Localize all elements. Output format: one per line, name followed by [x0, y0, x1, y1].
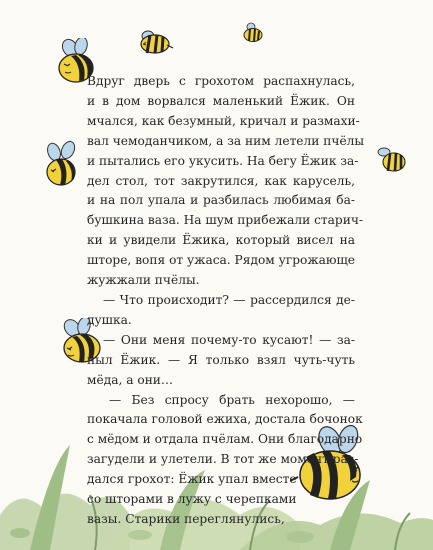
story-text	[87, 72, 365, 530]
text-line: бушкина ваза. На шум прибежали старич-	[87, 213, 364, 228]
text-line: ки и увидели Ёжика, который висел на	[87, 233, 355, 248]
text-line: ныл Ёжик. — Я только взял чуть-чуть	[87, 352, 355, 367]
text-line: шторе, вопя от ужаса. Рядом угрожающе	[87, 253, 355, 268]
bee-illustration	[376, 143, 408, 175]
text-line: и в дом ворвался маленький Ёжик. Он	[87, 93, 355, 108]
text-line: и пытались его укусить. На бегу Ёжик за-	[87, 153, 359, 168]
text-line: Вдруг дверь с грохотом распахнулась,	[87, 74, 355, 88]
text-line: — Без спросу брать нехорошо, —	[109, 392, 355, 407]
text-line: вал чемоданчиком, а за ним летели пчёлы	[87, 133, 365, 148]
bee-illustration	[134, 28, 176, 56]
text-line: мёда, а они…	[87, 372, 174, 387]
text-line: — Они меня почему-то кусают! — за-	[103, 332, 355, 347]
text-line: вазы. Старики переглянулись,	[87, 511, 285, 526]
text-line: мчался, как безумный, кричал и размахи-	[87, 113, 360, 128]
text-line: дел стол, тот закрутился, как карусель,	[87, 173, 355, 188]
text-line: и на пол упала и разбилась любимая ба-	[87, 193, 355, 208]
text-line: дался грохот: Ёжик упал вместе	[87, 472, 297, 487]
text-line: загудели и улетели. В тот же момент раз-	[87, 452, 359, 467]
bee-illustration	[240, 22, 266, 44]
text-line: жужжали пчёлы.	[87, 273, 200, 288]
text-line: с мёдом и отдала пчёлам. Они благодарно	[87, 432, 363, 447]
text-line: покачала головой ежиха, достала бочонок	[87, 412, 363, 427]
text-line: со шторами в лужу с черепками	[87, 492, 297, 507]
text-line: душка.	[87, 312, 132, 327]
bee-illustration	[42, 140, 82, 188]
text-line: — Что происходит? — рассердился де-	[103, 292, 355, 307]
